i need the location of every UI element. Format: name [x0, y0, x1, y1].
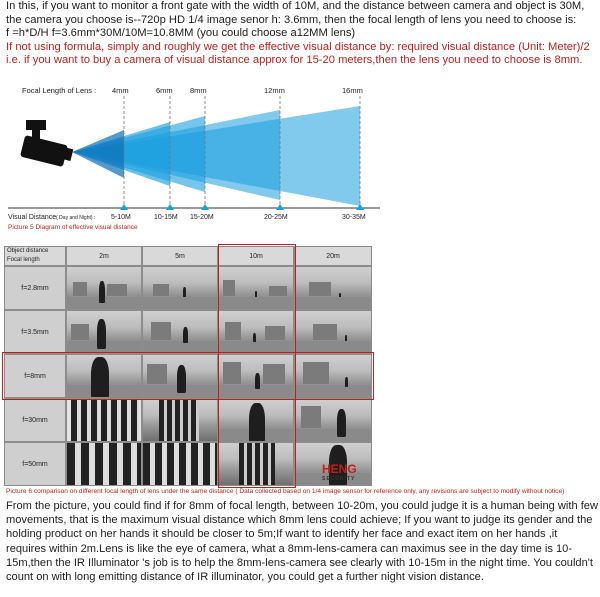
explanation-paragraph: From the picture, you could find if for 8mm of focal length, between 10-20m, you could judge it is a human being with few movements, that is the maximum visual distance which 8mm lens could achieve; If you want to judge its gender and the holding product on her hands it should be closer to 5m;If want to identify her face and exact item on her hands ,it requires within 2m.Lens is like the eye of camera, what a 8mm-lens-camera can maximus see in the day time is 10-15m,then the IR Illuminator 's job is to help the 8mm-lens-camera see clearly with 10-15m in the night time. You couldn't count on with long emitting distance of IR illuminator, you could get a further night vision distance.: [6, 500, 598, 584]
intro-line-1: In this, if you want to monitor a front gate with the width of 10M, and the distance between camera and object is 30M,: [6, 0, 585, 12]
photo-cell: [66, 398, 142, 442]
figure6-caption: Picture 6 comparison on different focal length of lens under the same distance ( Data collected based on 1/4 image sensor for reference only, any revisions are subject to modify without notice): [6, 488, 565, 495]
focal-comparison-grid: [4, 246, 372, 486]
col-header-5m: 5m: [142, 246, 218, 266]
visual-distance-diagram: [0, 82, 600, 234]
corner-focal-length: Focal length: [7, 257, 40, 263]
intro-formula: f =h*D/H f=3.6mm*30M/10M=10.8MM (you could choose a12MM lens): [6, 27, 356, 40]
row-label-30mm: f=30mm: [4, 398, 66, 442]
distance-label-2: 10-15M: [154, 214, 178, 221]
col-header-20m: 20m: [294, 246, 372, 266]
focal-label-4mm: 4mm: [112, 86, 129, 95]
heng-security-logo: [322, 462, 357, 482]
distance-label-5: 30-35M: [342, 214, 366, 221]
camera-icon: [20, 120, 73, 167]
focal-label-16mm: 16mm: [342, 86, 363, 95]
visual-distance-label: Visual Distance: [8, 214, 57, 221]
row-label-8mm: f=8mm: [4, 354, 66, 398]
highlight-8mm-row: [2, 352, 374, 400]
photo-cell: [294, 398, 372, 442]
focal-label-12mm: 12mm: [264, 86, 285, 95]
photo-cell: [294, 266, 372, 310]
intro-line-2: the camera you choose is--720p HD 1/4 image senor h: 3.6mm, then the focal length of lens you need to choose is:: [6, 13, 577, 26]
col-header-10m: 10m: [218, 246, 294, 266]
visual-distance-note: ( Day and Night) :: [56, 215, 96, 221]
figure5-caption: Picture 5 Diagram of effective visual distance: [8, 224, 138, 231]
distance-label-3: 15-20M: [190, 214, 214, 221]
focal-label-6mm: 6mm: [156, 86, 173, 95]
row-label-50mm: f=50mm: [4, 442, 66, 486]
grid-corner-label: [4, 246, 66, 266]
focal-label-8mm: 8mm: [190, 86, 207, 95]
photo-cell: [142, 442, 218, 486]
col-header-2m: 2m: [66, 246, 142, 266]
corner-object-distance: Object distance: [7, 248, 49, 254]
logo-text: HENG: [322, 462, 357, 476]
photo-cell: [142, 398, 218, 442]
explanation-text: [6, 499, 598, 584]
row-label-3-5mm: f=3.5mm: [4, 310, 66, 354]
distance-label-4: 20-25M: [264, 214, 288, 221]
photo-cell: [142, 266, 218, 310]
photo-cell: [66, 442, 142, 486]
distance-label-1: 5-10M: [111, 214, 131, 221]
intro-rule-of-thumb: If not using formula, simply and roughly we get the effective visual distance by: required visual distance (Unit: Meter)/2: [6, 40, 590, 53]
visual-distance-title: [8, 214, 95, 221]
intro-text: [6, 0, 596, 68]
beam-illustration: [0, 82, 600, 234]
photo-cell: [142, 310, 218, 354]
photo-cell: [66, 266, 142, 310]
focal-length-title: Focal Length of Lens :: [22, 86, 97, 95]
photo-cell: [66, 310, 142, 354]
intro-example: i.e. if you want to buy a camera of visual distance approx for 15-20 meters,then the lens you need to choose is 8mm.: [6, 54, 583, 67]
photo-cell: [294, 310, 372, 354]
row-label-2-8mm: f=2.8mm: [4, 266, 66, 310]
logo-subtext: SECURITY: [322, 476, 356, 482]
